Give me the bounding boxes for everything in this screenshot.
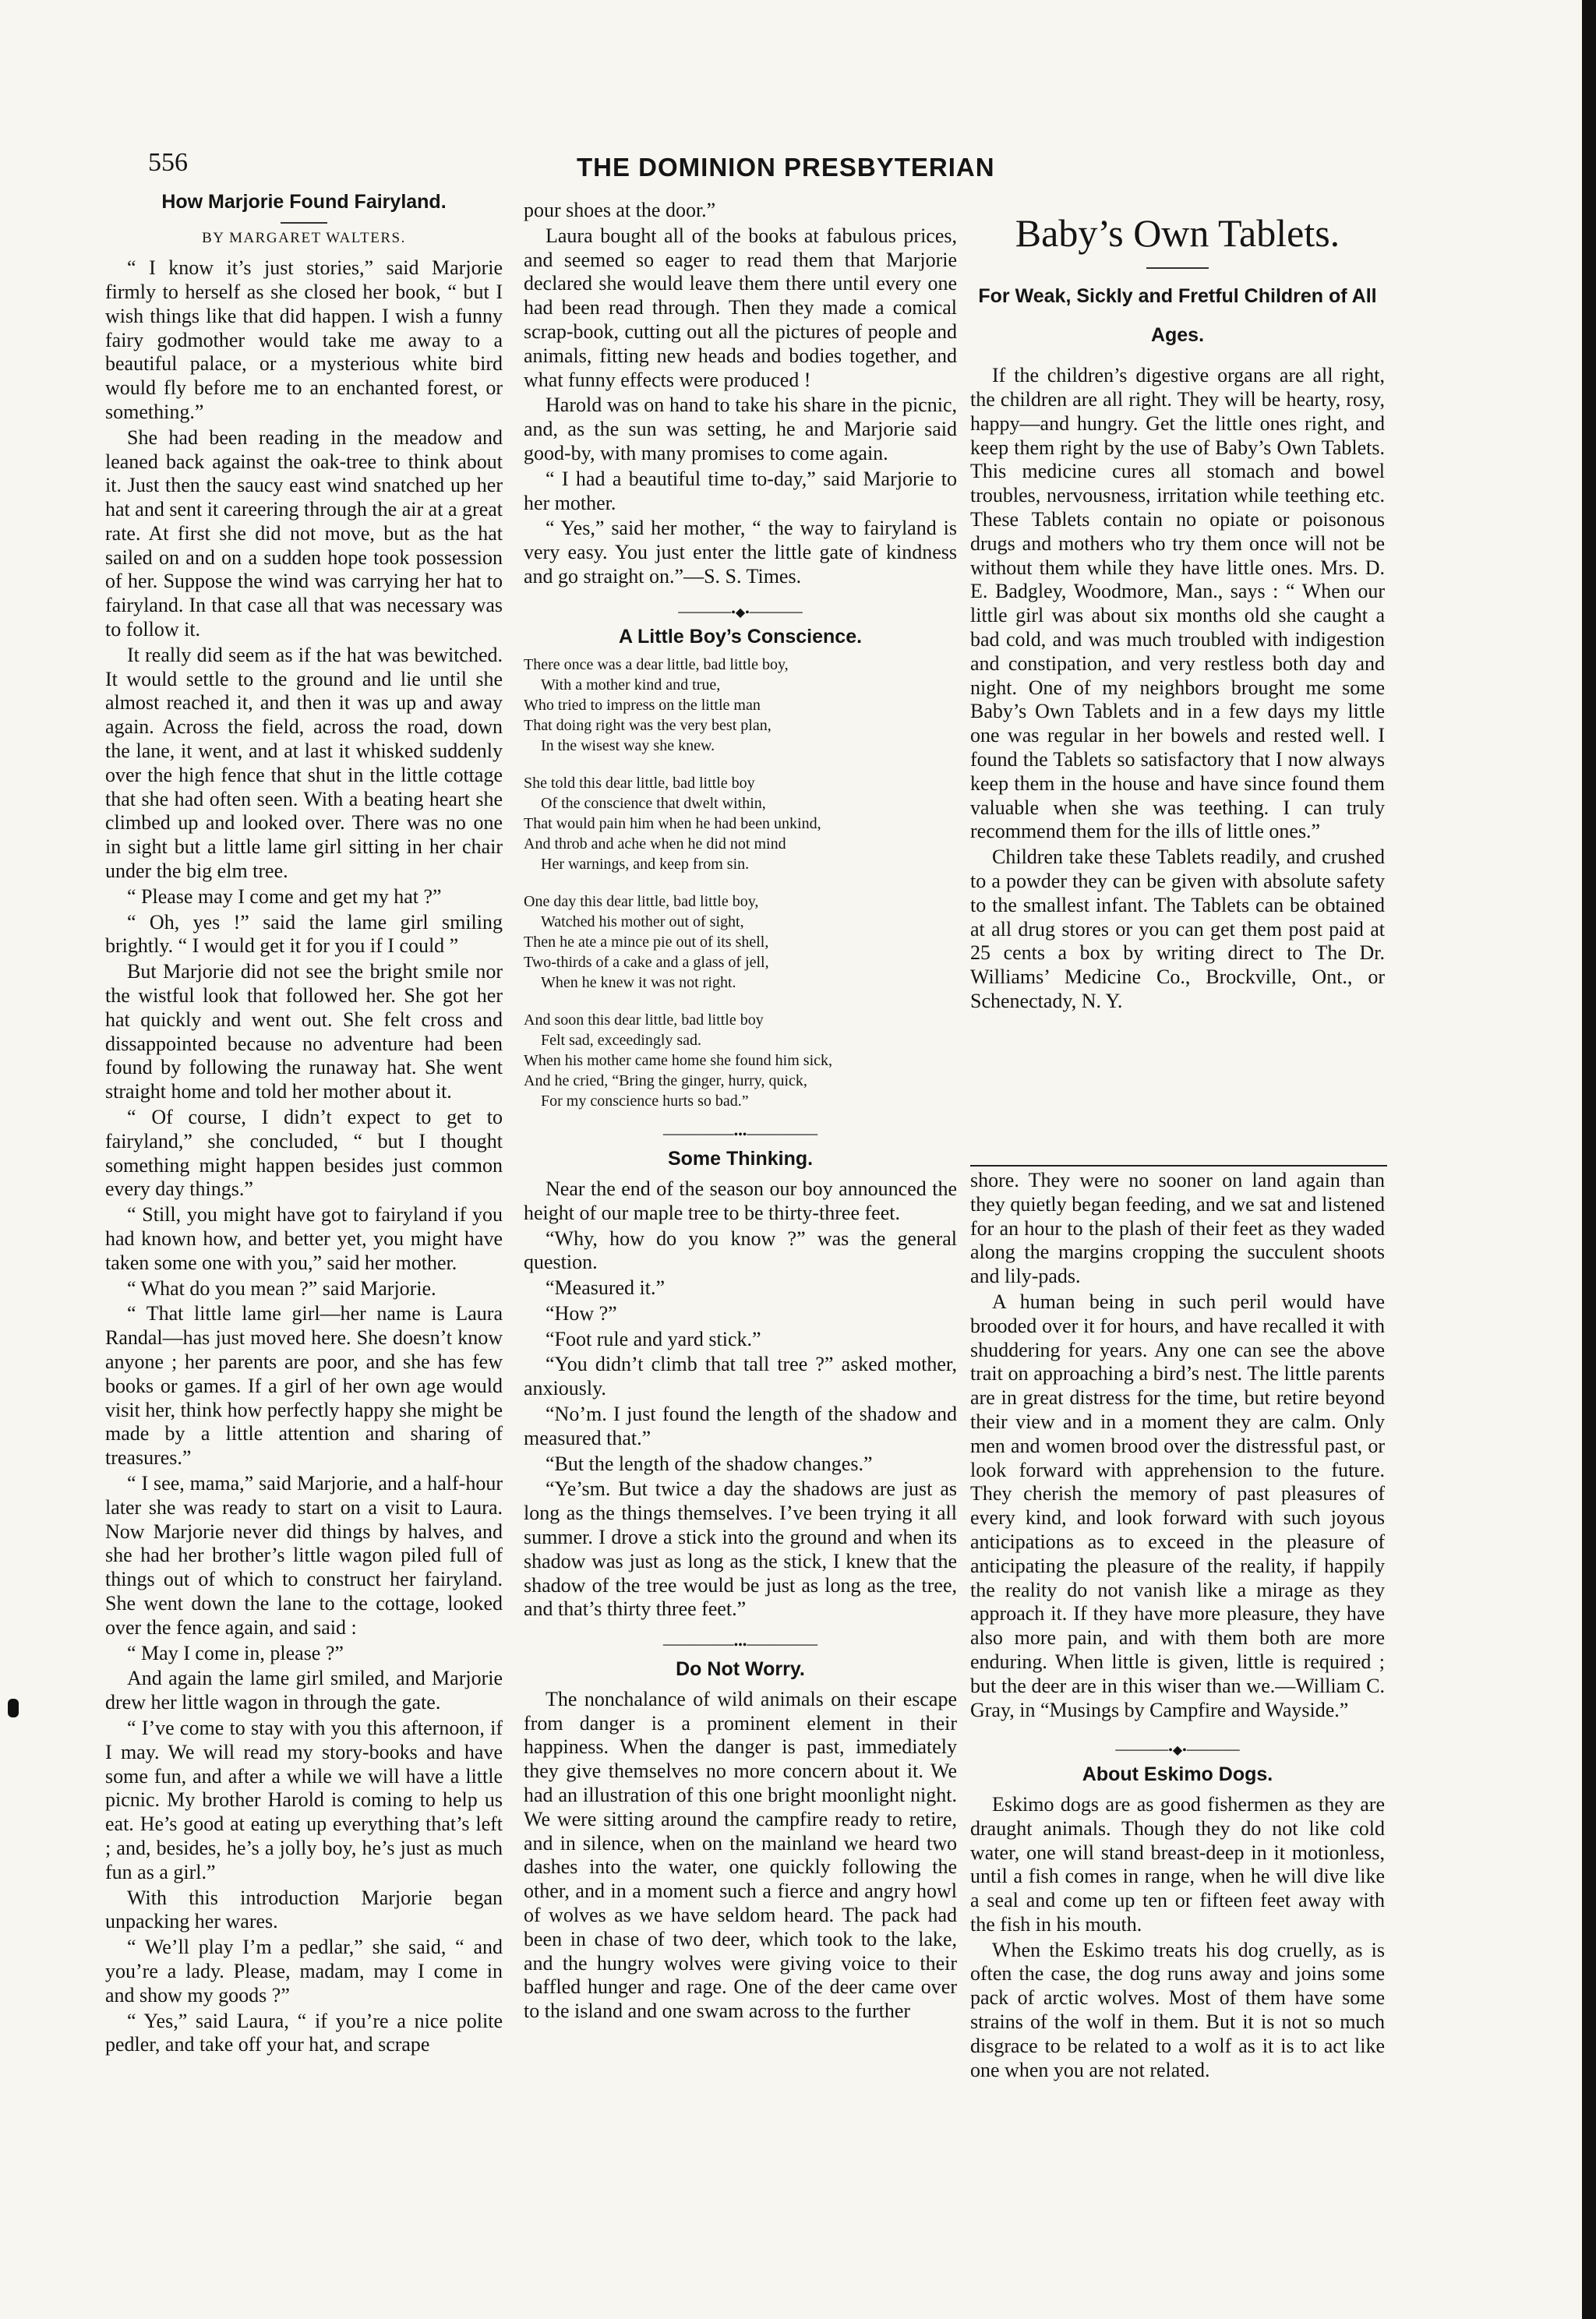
article-body-thinking [524,1177,957,1622]
ad-subtitle: For Weak, Sickly and Fretful Children of All Ages. [978,285,1377,347]
paragraph: “ Of course, I didn’t expect to get to fairyland,” she concluded, “ but I thought something might happen besides just common every day things.” [105,1106,503,1201]
poem-stanza [524,891,957,993]
poem-line: And soon this dear little, bad little boy [524,1011,764,1029]
paragraph: She had been reading in the meadow and leaned back against the oak-tree to think about it. Just then the saucy east wind snatched up her hat and sent it careering through the air at a great rate. At first she did not move, but as the hat sailed on and on a sudden hope took possession of her. Suppose the wind was carrying her hat to fairyland. In that case all that was necessary was to follow it. [105,425,503,641]
paragraph: pour shoes at the door.” [524,199,716,221]
poem-title: A Little Boy’s Conscience. [618,625,863,648]
column-3 [970,210,1385,1015]
paragraph: And again the lame girl smiled, and Marjorie drew her little wagon in through the gate. [105,1667,503,1714]
scan-edge [1582,0,1596,2319]
poem-body [524,655,957,1111]
paragraph: “ Yes,” said her mother, “ the way to fairyland is very easy. You just enter the little gate of kindness and go straight on.”—S. S. Times. [524,517,957,588]
paragraph: “Foot rule and yard stick.” [546,1327,761,1350]
paragraph: “No’m. I just found the length of the shadow and measured that.” [524,1403,957,1449]
poem-line: Of the conscience that dwelt within, [541,795,766,813]
poem-line: Then he ate a mince pie out of its shell, [524,934,769,951]
paragraph: “ Please may I come and get my hat ?” [127,884,442,908]
column-2 [524,199,957,2025]
paragraph: “ I’ve come to stay with you this afternoon, if I may. We will read my story-books and have some fun, and after a while we will have a little picnic. My brother Harold is coming to help us eat. He’s good at eating up everything that’s left ; and, besides, he’s a jolly boy, he’s just as much fun as a girl.” [105,1716,503,1883]
poem-line: She told this dear little, bad little boy [524,775,755,792]
poem-line: When he knew it was not right. [541,974,736,992]
paragraph: shore. They were no sooner on land again than they quietly began feeding, and we sat and listened for an hour to the plash of their feet as they waded along the margins cropping the succulent shoots and lily-pads. [970,1169,1385,1288]
ornament-divider: ──────•◆•────── [1115,1744,1240,1758]
paragraph: “ Still, you might have got to fairyland if you had known how, and better yet, you might have taken some one with you,” said her mother. [105,1203,503,1274]
poem-line: Her warnings, and keep from sin. [541,856,750,874]
byline: BY MARGARET WALTERS. [202,229,406,246]
article-title-worry: Do Not Worry. [676,1658,805,1681]
poem-line: That doing right was the very best plan, [524,717,772,735]
paragraph: “ What do you mean ?” said Marjorie. [127,1276,436,1300]
paragraph: Children take these Tablets readily, and crushed to a powder they can be given with absolute safety to the smallest infant. The Tablets can be obtained at all drug stores or you can get them post paid at 25 cents a box by writing direct to The Dr. Williams’ Medicine Co., Brockville, Ont., or Schenectady, N. Y. [970,845,1385,1012]
paragraph: It really did seem as if the hat was bewitched. It would settle to the ground and lie until she almost reached it, and then it was up and away again. Across the field, across the road, down the lane, it went, and at last it whisked suddenly over the high fence that shut in the little cottage that she had often seen. With a beating heart she climbed up and looked over. There was no one in sight but a little lame girl sitting in her chair under the big elm tree. [105,643,503,883]
poem-line: Felt sad, exceedingly sad. [541,1032,702,1050]
masthead: THE DOMINION PRESBYTERIAN [577,153,995,182]
paragraph: Harold was on hand to take his share in the picnic, and, as the sun was setting, he and Marjorie said good-by, with many promises to come again. [524,394,957,464]
poem-line: When his mother came home she found him sick, [524,1052,833,1070]
poem-line: With a mother kind and true, [541,676,721,694]
poem-stanza [524,1010,957,1111]
paragraph: “ I know it’s just stories,” said Marjorie firmly to herself as she closed her book, “ but I wish things like that did happen. I wish a funny fairy godmother would take me away to a beautiful palace, or a mysterious white bird would fly before me to an enchanted forest, or something.” [105,256,503,423]
paragraph: If the children’s digestive organs are all right, the children are all right. They will be hearty, rosy, happy—and hungry. Get the little ones right, and keep them right by the use of Baby’s Own Tablets. This medicine cures all stomach and bowel troubles, nervousness, irritation while teething etc. These Tablets contain no opiate or poisonous drugs and mothers who try them once will not be without them while they have little ones. Mrs. D. E. Badgley, Woodmore, Man., says : “ When our little girl was about six months old she caught a bad cold, and was much troubled with indigestion and constipation, and very restless both day and night. One of my neighbors brought me some Baby’s Own Tablets and in a few days my little one was regular in her bowels and rested well. I found the Tablets so satisfactory that I now always keep them in the house and have since found them valuable when she was teething. I can truly recommend them for the ills of little ones.” [970,364,1385,843]
poem-line: Two-thirds of a cake and a glass of jell, [524,954,769,972]
ad-body [970,364,1385,1014]
ornament-divider: ──────•◆•────── [678,605,803,619]
paragraph: “But the length of the shadow changes.” [546,1452,873,1475]
paragraph: “Why, how do you know ?” was the general question. [524,1227,957,1274]
ornament-divider: ────────•••──────── [662,1128,818,1142]
paragraph: “ May I come in, please ?” [127,1641,344,1664]
paragraph: A human being in such peril would have brooded over it for hours, and have recalled it with shuddering for years. Any one can see the above trait on approaching a bird’s nest. The little parents are in great distress for the time, but retire beyond their view and in a moment they are calm. Only men and women brood over the distressful past, or look forward with apprehension to the future. They cherish the memory of past pleasures of every kind, and look forward with such joyous anticipations as to exceed in the pleasure of anticipating the pleasure of the reality, if happily the reality do not vanish like a mirage as they approach it. If they have more pleasure, they have also more pain, and with them both are more enduring. When little is given, little is required ; but the deer are in this wiser than we.—William C. Gray, in “Musings by Campfire and Wayside.” [970,1290,1385,1721]
paragraph: Laura bought all of the books at fabulous prices, and seemed so eager to read them that Marjorie declared she would leave them there until every one had been read through. Then they made a comical scrap-book, cutting out all the pictures of people and animals, fitting new heads and bodies together, and what funny effects were produced ! [524,224,957,391]
poem-stanza [524,655,957,756]
page-number: 556 [148,148,188,177]
paragraph: “You didn’t climb that tall tree ?” asked mother, anxiously. [524,1353,957,1400]
divider [1146,267,1209,269]
paragraph: “Ye’sm. But twice a day the shadows are just as long as the things themselves. I’ve been trying it all summer. I drove a stick into the ground and when its shadow was just as long as the stick, I knew that the shadow of the tree would be just as long as the tree, and that’s thirty three feet.” [524,1477,957,1621]
paragraph: “ I see, mama,” said Marjorie, and a half-hour later she was ready to start on a visit to Laura. Now Marjorie never did things by halves, and she had her brother’s little wagon piled full of things out of which to construct her fairyland. She went down the lane to the cottage, looked over the fence again, and said : [105,1471,503,1639]
paragraph: “ Oh, yes !” said the lame girl smiling brightly. “ I would get it for you if I could ” [105,910,503,958]
column-3-lower [970,1169,1385,2084]
paragraph: The nonchalance of wild animals on their escape from danger is a prominent element in their happiness. When the danger is past, immediately they give themselves no more concern about it. We had an illustration of this one bright moonlight night. We were sitting around the campfire ready to retire, and in silence, when on the mainland we heard two dashes into the water, one quickly following the other, and in a moment such a fierce and angry howl of wolves as we have seldom heard. The pack had been in chase of two deer, which took to the lake, and the hungry wolves were giving voice to their baffled hunger and rage. One of the deer came over to the island and one swam across to the further [524,1687,957,2023]
poem-line: In the wisest way she knew. [541,737,715,755]
poem-line: Watched his mother out of sight, [541,913,744,931]
article-body-worry-continued [970,1169,1385,1722]
article-body-marjorie [105,256,503,2057]
poem-line: One day this dear little, bad little boy, [524,893,759,911]
poem-line: That would pain him when he had been unkind, [524,815,821,833]
paragraph: “ We’ll play I’m a pedlar,” she said, “ and you’re a lady. Please, madam, may I come in and show my goods ?” [105,1936,503,2007]
poem-line: There once was a dear little, bad little boy, [524,656,789,674]
paragraph: “Measured it.” [546,1276,666,1300]
paragraph: When the Eskimo treats his dog cruelly, as is often the case, the dog runs away and joins some pack of arctic wolves. Most of them have some strains of the wolf in them. But it is not so much disgrace to be related to a wolf as it is to act like one when you are not related. [970,1938,1385,2081]
paragraph: Eskimo dogs are as good fishermen as they are draught animals. Though they do not like cold water, one will stand breast-deep in it motionless, until a fish comes in range, when he will dive like a seal and come up ten or fifteen feet away with the fish in his mouth. [970,1792,1385,1936]
paragraph: “ I had a beautiful time to-day,” said Marjorie to her mother. [524,467,957,514]
binding-mark [8,1699,19,1717]
article-title-thinking: Some Thinking. [667,1148,814,1170]
divider [281,222,327,224]
paragraph: “How ?” [546,1301,617,1325]
poem-line: For my conscience hurts so bad.” [541,1092,749,1110]
column-rule [970,1165,1387,1167]
poem-stanza [524,773,957,874]
paragraph: But Marjorie did not see the bright smile nor the wistful look that followed her. She got her hat quickly and went out. She felt cross and dissappointed because no adventure had been found by following the runaway hat. She went straight home and told her mother about it. [105,960,503,1103]
poem-line: Who tried to impress on the little man [524,697,761,715]
paragraph: Near the end of the season our boy announced the height of our maple tree to be thirty-three feet. [524,1177,957,1224]
article-title-marjorie: How Marjorie Found Fairyland. [161,191,447,213]
poem-line: And he cried, “Bring the ginger, hurry, quick, [524,1072,807,1090]
article-body-marjorie-continued [524,199,957,589]
page-header [140,148,1559,195]
ornament-divider: ────────•••──────── [662,1639,818,1653]
paragraph: “ Yes,” said Laura, “ if you’re a nice polite pedler, and take off your hat, and scrape [105,2009,503,2056]
article-body-eskimo [970,1793,1385,2083]
poem-line: And throb and ache when he did not mind [524,835,786,853]
article-body-worry [524,1688,957,2024]
paragraph: “ That little lame girl—her name is Laura Randal—has just moved here. She doesn’t know anyone ; her parents are poor, and she has few books or games. If a girl of her own age would visit her, think how perfectly happy she might be made by a little attention and sharing of treasures.” [105,1302,503,1470]
paragraph: With this introduction Marjorie began unpacking her wares. [105,1886,503,1933]
article-title-eskimo: About Eskimo Dogs. [1082,1763,1273,1786]
column-1 [105,191,503,2059]
ad-title: Baby’s Own Tablets. [1015,211,1340,255]
